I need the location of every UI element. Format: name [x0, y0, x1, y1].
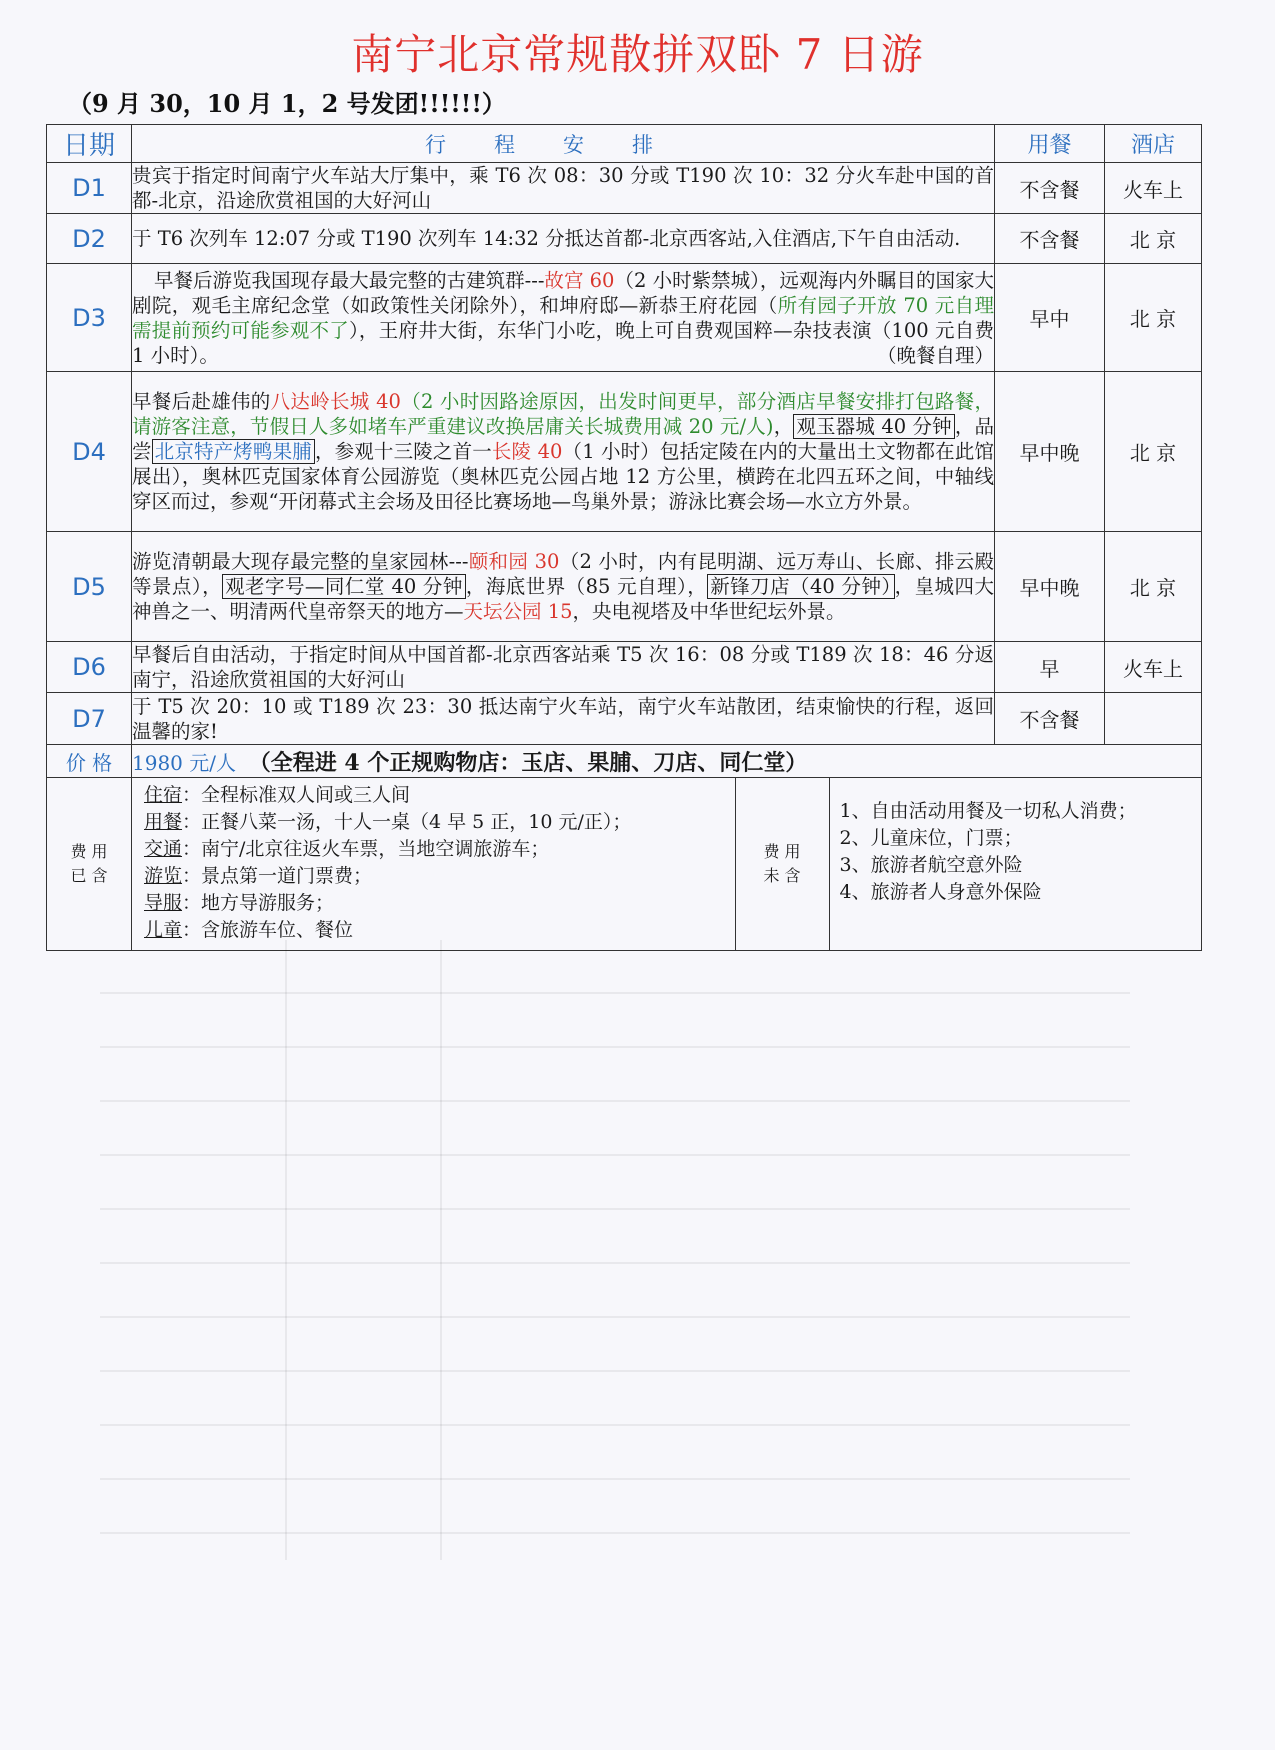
shopping-note: （全程进 4 个正规购物店：玉店、果脯、刀店、同仁堂） — [248, 749, 808, 776]
day-label: D5 — [47, 532, 132, 642]
included-key: 儿童 — [144, 919, 183, 941]
dinner-note: （晚餐自理） — [876, 343, 994, 367]
note-garden-reservation: 所有园子开放 70 元自理需提前预约可能参观不了 — [132, 293, 994, 342]
fees-excluded-label-line: 费 用 — [763, 842, 801, 861]
desc-text: 早餐后游览我国现存最大最完整的古建筑群--- — [154, 268, 545, 292]
desc-text: ，央电视塔及中华世纪坛外景。 — [572, 600, 846, 623]
day-description — [132, 264, 995, 372]
attraction-changling: 长陵 40 — [491, 440, 563, 463]
day-label: D7 — [47, 693, 132, 745]
included-key: 交通 — [144, 838, 183, 860]
table-row — [47, 214, 1202, 264]
list-item — [144, 782, 723, 809]
attraction-summer-palace: 颐和园 30 — [468, 550, 560, 573]
included-key: 用餐 — [144, 811, 183, 833]
desc-text: ，海底世界（85 元自理）， — [465, 575, 708, 598]
meal-info: 不含餐 — [995, 214, 1105, 264]
desc-text: 游览清朝最大现存最完整的皇家园林--- — [132, 550, 469, 573]
day-label: D4 — [47, 372, 132, 532]
bleed-through-column — [285, 940, 287, 1560]
header-hotel: 酒店 — [1105, 125, 1202, 163]
desc-text: ， — [773, 415, 794, 438]
desc-text: ，皇城四大神兽之一、明清两代皇帝祭天的地方— — [132, 575, 994, 623]
list-item: 4、旅游者人身意外保险 — [839, 881, 1042, 903]
table-row — [47, 532, 1202, 642]
day-description: 贵宾于指定时间南宁火车站大厅集中，乘 T6 次 08：30 分或 T190 次 10：32 分火车赴中国的首都-北京，沿途欣赏祖国的大好河山 — [132, 164, 994, 212]
attraction-temple-of-heaven: 天坛公园 15 — [463, 600, 573, 623]
table-row — [47, 163, 1202, 214]
list-item: 3、旅游者航空意外险 — [839, 854, 1023, 876]
meal-info: 早中晚 — [995, 532, 1105, 642]
included-value: ：南宁/北京往返火车票，当地空调旅游车； — [182, 838, 550, 860]
included-value: ：地方导游服务； — [182, 892, 335, 914]
included-value: ：正餐八菜一汤，十人一桌（4 早 5 正，10 元/正）； — [182, 811, 632, 833]
fees-row — [47, 778, 1202, 951]
meal-info: 不含餐 — [995, 163, 1105, 214]
note-great-wall: （2 小时因路途原因，出发时间更早，部分酒店早餐安排打包路餐，请游客注意，节假日人多如堵车严重建议改换居庸关长城费用减 20 元/人) — [132, 390, 994, 438]
meal-info: 不含餐 — [995, 693, 1105, 745]
table-row — [47, 372, 1202, 532]
hotel-info: 火车上 — [1105, 642, 1202, 693]
departure-dates: （9 月 30，10 月 1，2 号发团!!!!!!） — [68, 89, 506, 118]
list-item: 2、儿童床位，门票； — [839, 827, 1023, 849]
fees-excluded-label-line: 未 含 — [763, 866, 801, 885]
bleed-through-column — [440, 940, 442, 1560]
shop-jade: 观玉器城 40 分钟 — [793, 414, 954, 439]
desc-text: 早餐后赴雄伟的 — [132, 390, 271, 413]
price-label: 价 格 — [47, 745, 132, 778]
page-title: 南宁北京常规散拼双卧 7 日游 — [351, 30, 924, 79]
fees-included-label — [47, 778, 132, 951]
bleed-through-texture — [100, 940, 1130, 1560]
day-label: D6 — [47, 642, 132, 693]
hotel-info: 北 京 — [1105, 532, 1202, 642]
day-label: D2 — [47, 214, 132, 264]
included-key: 导服 — [144, 892, 183, 914]
day-description: 早餐后自由活动，于指定时间从中国首都-北京西客站乘 T5 次 16：08 分或 T189 次 18：46 分返南宁，沿途欣赏祖国的大好河山 — [132, 643, 994, 691]
included-value: ：景点第一道门票费； — [182, 865, 373, 887]
day-label: D3 — [47, 264, 132, 372]
itinerary-table — [46, 124, 1202, 951]
table-row — [47, 693, 1202, 745]
hotel-info: 北 京 — [1105, 372, 1202, 532]
desc-text: （2 小时紫禁城），远观海内外瞩目的国家大剧院，观毛主席纪念堂（如政策性关闭除外），和坤府邸—新恭王府花园（ — [132, 268, 994, 317]
fees-cell — [132, 778, 1202, 951]
table-row — [47, 642, 1202, 693]
included-list — [132, 778, 735, 950]
table-header-row — [47, 125, 1202, 163]
desc-text: ），王府井大街，东华门小吃，晚上可自费观国粹—杂技表演（100 元自费 1 小时）。 — [132, 318, 994, 367]
header-meal: 用餐 — [995, 125, 1105, 163]
day-label: D1 — [47, 163, 132, 214]
included-key: 住宿 — [144, 784, 183, 806]
included-key: 游览 — [144, 865, 183, 887]
hotel-info: 北 京 — [1105, 214, 1202, 264]
table-row — [47, 264, 1202, 372]
header-plan: 行程安排 — [132, 125, 995, 163]
shop-tongrentang: 观老字号—同仁堂 40 分钟 — [222, 574, 466, 599]
day-description: 于 T5 次 20：10 或 T189 次 23：30 抵达南宁火车站，南宁火车站散团，结束愉快的行程，返回温馨的家! — [132, 694, 994, 743]
desc-text: （2 小时，内有昆明湖、远万寿山、长廊、排云殿等景点）， — [132, 550, 994, 598]
included-value: ：含旅游车位、餐位 — [182, 919, 354, 941]
attraction-great-wall: 八达岭长城 40 — [270, 390, 401, 413]
price-amount: 1980 元/人 — [132, 750, 236, 775]
hotel-info: 火车上 — [1105, 163, 1202, 214]
shop-knife: 新锋刀店（40 分钟） — [707, 574, 894, 599]
list-item — [144, 836, 723, 863]
header-day: 日期 — [47, 125, 132, 163]
fees-included-label-line: 费 用 — [70, 842, 108, 861]
desc-text: ，参观十三陵之首一 — [314, 440, 492, 463]
day-description — [132, 372, 995, 532]
shop-roast-duck: 北京特产烤鸭果脯 — [152, 439, 315, 464]
list-item — [144, 863, 723, 890]
list-item: 1、自由活动用餐及一切私人消费； — [839, 800, 1137, 822]
fees-inner-table — [132, 778, 1201, 950]
included-value: ：全程标准双人间或三人间 — [182, 784, 411, 806]
list-item — [144, 809, 723, 836]
meal-info: 早中晚 — [995, 372, 1105, 532]
fees-excluded-label — [735, 778, 829, 950]
desc-text: （1 小时）包括定陵在内的大量出土文物都在此馆展出），奥林匹克国家体育公园游览（奥林匹克公园占地 12 方公里，横跨在北四五环之间，中轴线穿区而过，参观“开闭幕式主会场及田径比赛场地—鸟巢外景；游泳比赛会场—水立方外景。 — [132, 440, 994, 513]
meal-info: 早 — [995, 642, 1105, 693]
hotel-info — [1105, 693, 1202, 745]
list-item — [144, 890, 723, 917]
hotel-info: 北 京 — [1105, 264, 1202, 372]
day-description: 于 T6 次列车 12:07 分或 T190 次列车 14:32 分抵达首都-北京西客站,入住酒店,下午自由活动. — [132, 214, 995, 264]
fees-included-label-line: 已 含 — [70, 866, 108, 885]
meal-info: 早中 — [995, 264, 1105, 372]
attraction-forbidden-city: 故宫 60 — [544, 268, 615, 292]
desc-text: ，品尝 — [132, 415, 994, 463]
price-cell — [132, 745, 1202, 778]
day-description — [132, 532, 995, 642]
price-row — [47, 745, 1202, 778]
excluded-list — [829, 778, 1201, 950]
